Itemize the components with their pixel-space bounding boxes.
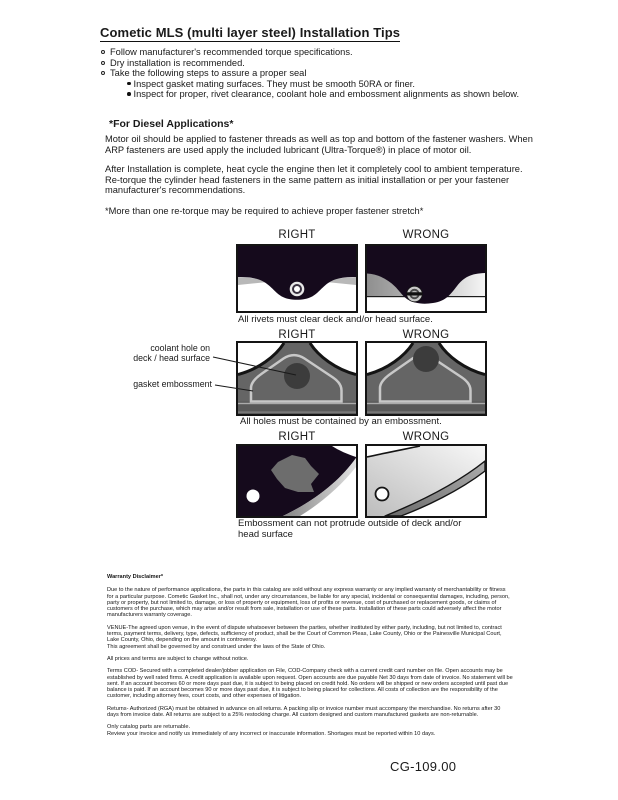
bullet-marker <box>101 61 105 65</box>
embossment-right-diagram <box>238 343 356 414</box>
disclaimer-paragraph: Returns- Authorized (RGA) must be obtained in advance on all returns. A packing slip or invoice number must accompany the merchandise. No returns after 30 days from invoice date. All returns are subject to a 25% restocking charge. All custom designed and custom manufactured gaskets are non-returnable. <box>107 705 501 719</box>
rivet <box>290 282 305 297</box>
page-title: Cometic MLS (multi layer steel) Installation Tips <box>100 25 401 40</box>
deck-edge-right-diagram <box>238 446 356 516</box>
fig2-caption: All holes must be contained by an embossment. <box>240 416 442 427</box>
disclaimer-paragraph: VENUE-The agreed upon venue, in the event of dispute whatsoever between the parties, whether instituted by either party, including, but not limited to, contract terms, payment terms, delivery, type, defects, sufficiency of product, shall be the Court of Common Pleas, Lake County, Ohio or the Painesville Municipal Court, Lake County, Ohio, depending on the amount in controversy. This agreement shall be governed by and construed under the laws of the State of Ohio. <box>107 624 502 650</box>
bolt-hole <box>376 488 389 501</box>
fig3-right-label: RIGHT <box>278 431 316 443</box>
embossment-wrong-diagram <box>367 343 485 414</box>
fig2-wrong-label: WRONG <box>402 329 450 341</box>
fig3-caption: Embossment can not protrude outside of deck and/or head surface <box>238 518 462 540</box>
page-number: CG-109.00 <box>390 759 457 774</box>
coolant-hole <box>284 363 310 389</box>
bolt-hole <box>247 490 260 503</box>
list-item <box>101 58 551 69</box>
fig1-caption: All rivets must clear deck and/or head surface. <box>238 314 433 325</box>
coolant-hole-label: coolant hole on deck / head surface <box>133 343 210 363</box>
bullet-text: Dry installation is recommended. <box>110 57 245 68</box>
rivet-right-diagram <box>238 246 356 311</box>
bullet-text: Inspect for proper, rivet clearance, coolant hole and embossment alignments as shown below. <box>133 89 520 100</box>
bullet-marker <box>127 92 131 96</box>
retorque-note: *More than one re-torque may be required to achieve proper fastener stretch* <box>105 206 424 216</box>
list-item <box>101 47 551 58</box>
gasket-embossment-label: gasket embossment <box>133 379 212 389</box>
disclaimer-paragraph: Only catalog parts are returnable. Review your invoice and notify us immediately of any incorrect or inaccurate information. Shortages must be reported within 10 days. <box>107 724 436 737</box>
fig2-wrong-panel <box>365 341 487 416</box>
bullet-text: Take the following steps to assure a proper seal <box>110 68 307 79</box>
disclaimer-paragraph: Terms COD- Secured with a completed dealer/jobber application on File, COD-Company check with a current credit card number on file. Open accounts may be established by well rated firms. A credit application is available upon request. Open accounts are due payable Net 30 days from date of invoice. No statement will be sent. If an account becomes 60 or more days past due, it is subject to being placed on credit hold. No orders will be shipped or new orders accepted until past due balance is paid. If an account becomes 90 or more days past due, it is subject to being placed for collections. All costs of collection are the responsibility of the customer, including attorney fees, court costs, and other expenses of litigation. <box>107 668 513 700</box>
diesel-paragraph-2: After Installation is complete, heat cycle the engine then let it completely cool to ambient temperature. Re-torque the cylinder head fasteners in the same pattern as initial installation or per your fastener manufacturer's recommendations. <box>105 164 523 196</box>
list-item <box>101 68 551 79</box>
list-item <box>101 79 551 90</box>
fig3-wrong-panel <box>365 444 487 518</box>
bullet-marker <box>127 82 131 86</box>
fig2-right-panel <box>236 341 358 416</box>
warranty-disclaimer <box>107 574 513 743</box>
diesel-applications-heading: *For Diesel Applications* <box>109 118 234 130</box>
coolant-hole <box>413 346 439 372</box>
fig3-wrong-label: WRONG <box>402 431 450 443</box>
bullet-marker <box>101 50 105 54</box>
bullet-text: Follow manufacturer's recommended torque specifications. <box>110 47 353 57</box>
rivet-wrong-diagram <box>367 246 485 311</box>
fig1-wrong-panel <box>365 244 487 313</box>
rivet <box>407 286 423 302</box>
bullet-text: Inspect gasket mating surfaces. They must be smooth 50RA or finer. <box>133 78 415 89</box>
list-item <box>101 89 551 100</box>
fig2-right-label: RIGHT <box>278 329 316 341</box>
disclaimer-paragraph: Due to the nature of performance applications, the parts in this catalog are sold without any express warranty or any implied warranty of merchantability or fitness for a particular purpose. Cometic Gasket Inc., shall not, under any circumstances, be liable for any special, incidental or consequential damages, including, person, party or property, but not limited to, damage, or loss of property or equipment, loss of profits or revenue, cost of purchased or replacement goods, or claims of customers of the purchase, which may arise and/or result from sale, installation or use of these parts. Installation of these parts could adversely affect the motor manufacturers warranty coverage. <box>107 587 510 619</box>
deck-edge-wrong-diagram <box>367 446 485 516</box>
diesel-paragraph-1: Motor oil should be applied to fastener threads as well as top and bottom of the fastener washers. When ARP fasteners are used apply the included lubricant (Ultra-Torque®) in place of motor oil. <box>105 134 533 155</box>
fig3-right-panel <box>236 444 358 518</box>
fig1-right-label: RIGHT <box>278 229 316 241</box>
disclaimer-heading: Warranty Disclaimer* <box>107 574 164 580</box>
installation-tips-list <box>101 47 551 100</box>
fig1-right-panel <box>236 244 358 313</box>
disclaimer-paragraph: All prices and terms are subject to change without notice. <box>107 655 249 662</box>
bullet-marker <box>101 71 105 75</box>
fig1-wrong-label: WRONG <box>402 229 450 241</box>
